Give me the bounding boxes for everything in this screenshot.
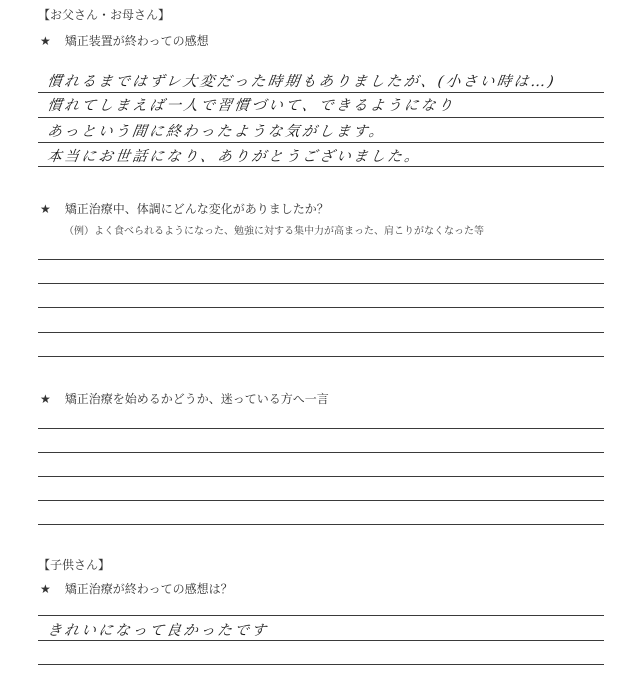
answer-rule (38, 476, 604, 477)
star-icon: ★ (40, 202, 51, 216)
answer-rule (38, 664, 604, 665)
star-icon: ★ (40, 34, 51, 48)
answer-rule (38, 524, 604, 525)
question-3 (40, 390, 329, 407)
answer-rule (38, 500, 604, 501)
answer-rule (38, 117, 604, 118)
child-answer: きれいになって良かったです (46, 623, 270, 639)
answer-rule (38, 356, 604, 357)
answer-rule (38, 332, 604, 333)
answer-1-line-3: あっという間に終わったような気がします。 (46, 124, 387, 140)
answer-rule (38, 452, 604, 453)
star-icon: ★ (40, 582, 51, 596)
child-question-1-text: 矯正治療が終わっての感想は？ (64, 582, 233, 596)
answer-rule (38, 142, 604, 143)
child-question-1 (40, 580, 233, 597)
answer-rule (38, 259, 604, 260)
star-icon: ★ (40, 392, 51, 406)
answer-rule (38, 92, 604, 93)
question-1 (40, 32, 209, 49)
answer-rule (38, 615, 604, 616)
child-section-heading: 【子供さん】 (38, 558, 111, 572)
answer-rule (38, 307, 604, 308)
answer-1-line-2: 慣れてしまえば一人で習慣づいて、できるようになり (46, 98, 457, 114)
question-1-text: 矯正装置が終わっての感想 (64, 34, 209, 48)
answer-1-line-4: 本当にお世話になり、ありがとうございました。 (46, 149, 423, 165)
question-2 (40, 200, 329, 217)
parents-section-heading: 【お父さん・お母さん】 (38, 8, 171, 22)
answer-rule (38, 428, 604, 429)
question-2-text: 矯正治療中、体調にどんな変化がありましたか？ (64, 202, 329, 216)
answer-rule (38, 166, 604, 167)
answer-rule (38, 640, 604, 641)
answer-rule (38, 283, 604, 284)
answer-1-line-1: 慣れるまではずレ大変だった時期もありましたが、(小さい時は…) (46, 74, 558, 90)
question-3-text: 矯正治療を始めるかどうか、迷っている方へ一言 (64, 392, 329, 406)
question-2-example: （例）よく食べられるようになった、勉強に対する集中力が高まった、肩こりがなくなった等 (64, 226, 484, 237)
